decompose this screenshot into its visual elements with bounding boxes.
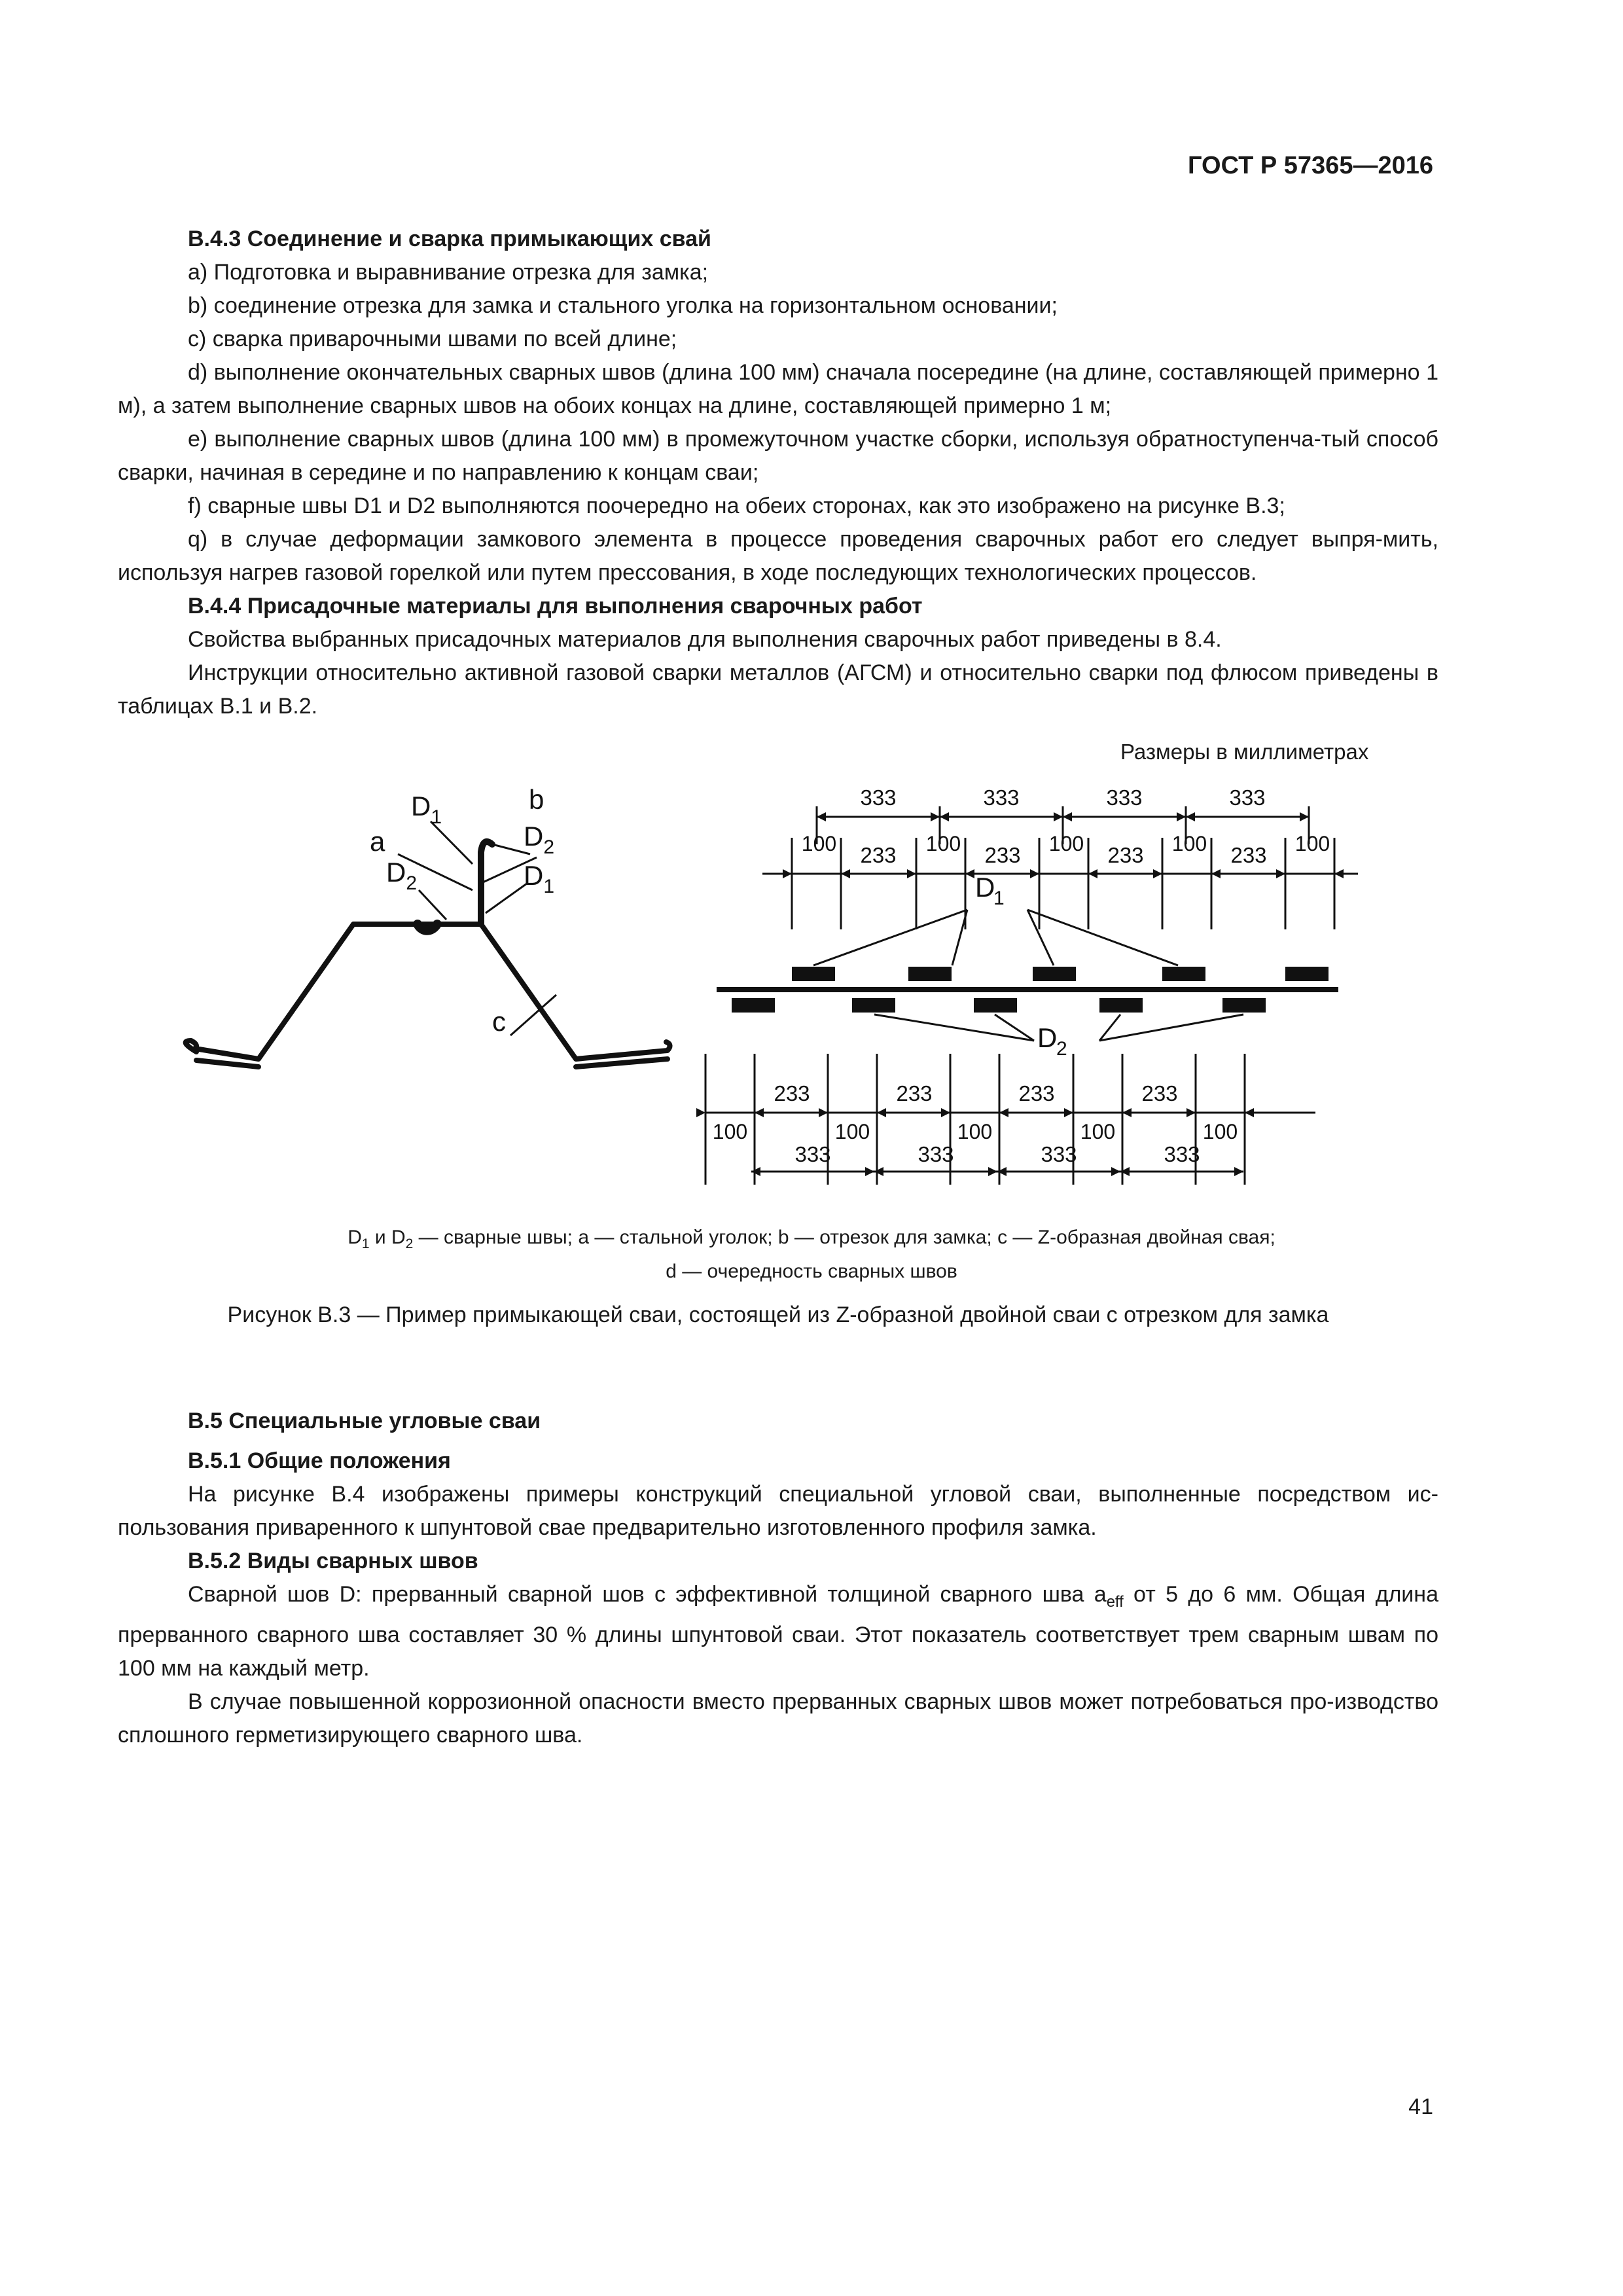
paragraph: Сварной шов D: прерванный сварной шов с эффективной толщиной сварного шва $a_{eff}$ от 5 до 6 мм. Общая длина прерванного сварного шва составляет 30 % длины шпунтовой сваи. Этот показатель соответствует трем сварным швам по 100 мм на каждый метр. <box>118 1582 1438 1681</box>
dim-arrow <box>1064 1108 1073 1117</box>
dim-arrow <box>1186 1108 1196 1117</box>
dim-arrow <box>755 1108 764 1117</box>
dim-arrow <box>1234 1167 1243 1176</box>
list-item: a) Подготовка и выравнивание отрезка для замка; <box>188 260 709 285</box>
legend-line-2: d — очередность сварных швов <box>666 1261 957 1282</box>
label-d2-right: $D_2$ <box>524 821 555 858</box>
dim-label-100-top: 100 <box>1048 832 1084 855</box>
text-block-b5 <box>118 1368 1438 1752</box>
label-d1-schematic: D <box>975 872 995 903</box>
weld-d2 <box>1222 998 1266 1013</box>
dim-label-100-top: 100 <box>1171 832 1207 855</box>
dim-label-100-top: 100 <box>925 832 961 855</box>
weld-d2 <box>1099 998 1143 1013</box>
dim-arrow <box>877 1108 886 1117</box>
label-d2-left: $D_2$ <box>386 857 418 894</box>
weld-d1 <box>1162 967 1205 981</box>
dim-arrow <box>988 1167 997 1176</box>
dim-label-100-bottom: 100 <box>834 1120 870 1143</box>
list-item: q) в случае деформации замкового элемента в процессе проведения сварочных работ его следует выпря-мить, используя нагрев газовой горелкой или путем прессования, в ходе последующих технологических процессов. <box>118 527 1438 585</box>
dim-label-233-top: 233 <box>984 843 1021 867</box>
dim-label-233-top: 233 <box>860 843 897 867</box>
list-item: e) выполнение сварных швов (длина 100 мм) в промежуточном участке сборки, используя обратноступенча-тый способ сварки, начиная в середине и по направлению к концам сваи; <box>118 427 1438 485</box>
dim-label-100-top: 100 <box>801 832 837 855</box>
dim-label-333-top: 333 <box>860 785 897 810</box>
section-title-b44: В.4.4 Присадочные материалы для выполнения сварочных работ <box>188 594 923 619</box>
dim-label-333-bottom: 333 <box>1041 1142 1077 1166</box>
paragraph: Свойства выбранных присадочных материалов для выполнения сварочных работ приведены в 8.4. <box>188 627 1222 652</box>
dim-arrow <box>1186 812 1195 821</box>
dim-label-100-bottom: 100 <box>957 1120 993 1143</box>
label-a: a <box>370 826 385 857</box>
paragraph: На рисунке В.4 изображены примеры конструкций специальной угловой сваи, выполненные посредством ис-пользования приваренного к шпунтовой свае предварительно изготовленного профиля замка. <box>118 1482 1438 1540</box>
dim-arrow <box>1030 869 1039 878</box>
dim-arrow <box>817 812 826 821</box>
units-note: Размеры в миллиметрах <box>1120 740 1369 764</box>
dim-label-333-top: 333 <box>1229 785 1266 810</box>
dim-arrow <box>940 812 949 821</box>
label-d2-sub: 2 <box>1056 1038 1067 1060</box>
dim-arrow <box>1088 869 1097 878</box>
dim-arrow <box>999 1108 1008 1117</box>
weld-d1 <box>792 967 835 981</box>
dim-label-233-top: 233 <box>1107 843 1144 867</box>
list-item: c) сварка приварочными швами по всей длине; <box>188 327 677 351</box>
weld-d1 <box>1285 967 1329 981</box>
dim-label-100-bottom: 100 <box>1080 1120 1116 1143</box>
weld-d2 <box>852 998 895 1013</box>
section-title-b5: В.5 Специальные угловые сваи <box>188 1408 541 1433</box>
figure-legend <box>216 1224 1407 1285</box>
weld-schematic <box>696 785 1358 1185</box>
section-title-b52: В.5.2 Виды сварных швов <box>188 1549 478 1573</box>
dim-arrow <box>1153 869 1162 878</box>
dim-arrow <box>865 1167 874 1176</box>
label-d2-schematic: D <box>1037 1022 1058 1053</box>
sequence-pointer-d1 <box>952 910 967 965</box>
dim-arrow <box>1177 812 1186 821</box>
dim-label-333-top: 333 <box>983 785 1020 810</box>
label-d1-upper: $D_1$ <box>411 791 442 828</box>
sequence-pointer-d1 <box>813 910 967 965</box>
dim-arrow <box>931 812 940 821</box>
dim-arrow <box>1211 869 1221 878</box>
profile-labels <box>370 784 554 1037</box>
dim-arrow <box>1334 869 1344 878</box>
dim-arrow <box>841 869 850 878</box>
dim-arrow <box>1122 1108 1132 1117</box>
sequence-pointer-d2 <box>1099 1014 1243 1041</box>
dim-label-233-bottom: 233 <box>774 1081 810 1105</box>
weld-d2 <box>732 998 775 1013</box>
legend-line-1: $D_1$ и $D_2$ — сварные швы; a — стальной уголок; b — отрезок для замка; c — Z-образная двойная свая; <box>348 1227 1275 1251</box>
weld-d2 <box>974 998 1017 1013</box>
dim-label-100-bottom: 100 <box>712 1120 748 1143</box>
dim-arrow <box>1063 812 1072 821</box>
dim-arrow <box>941 1108 950 1117</box>
paragraph: Инструкции относительно активной газовой сварки металлов (АГСМ) и относительно сварки под флюсом приведены в таблицах В.1 и В.2. <box>118 660 1438 719</box>
dim-arrow <box>783 869 792 878</box>
list-item: b) соединение отрезка для замка и стального уголка на горизонтальном основании; <box>188 293 1058 318</box>
dim-label-233-bottom: 233 <box>896 1081 933 1105</box>
dim-arrow <box>1054 812 1063 821</box>
dim-arrow <box>907 869 916 878</box>
dim-label-333-bottom: 333 <box>794 1142 831 1166</box>
label-b: b <box>529 784 544 815</box>
weld-d1 <box>908 967 952 981</box>
dim-label-100-bottom: 100 <box>1202 1120 1238 1143</box>
dim-arrow <box>874 1167 883 1176</box>
document-header: ГОСТ Р 57365—2016 <box>1188 152 1433 179</box>
page-number: 41 <box>1408 2094 1433 2119</box>
list-item: f) сварные швы D1 и D2 выполняются поочередно на обеих сторонах, как это изображено на рисунке В.3; <box>188 493 1285 518</box>
dim-arrow <box>965 869 974 878</box>
figure-caption: Рисунок В.3 — Пример примыкающей сваи, состоящей из Z-образной двойной сваи с отрезком для замка <box>227 1302 1329 1327</box>
section-title-b43: В.4.3 Соединение и сварка примыкающих свай <box>188 226 711 251</box>
dim-arrow <box>1245 1108 1254 1117</box>
dim-label-233-bottom: 233 <box>1141 1081 1178 1105</box>
section-title-b51: В.5.1 Общие положения <box>188 1448 451 1473</box>
dim-arrow <box>819 1108 828 1117</box>
dim-arrow <box>1111 1167 1120 1176</box>
dim-label-333-top: 333 <box>1106 785 1143 810</box>
pile-profile-drawing <box>186 842 670 1067</box>
paragraph: В случае повышенной коррозионной опасности вместо прерванных сварных швов может потребоваться про-изводство сплошного герметизирующего сварного шва. <box>118 1689 1438 1748</box>
list-item: d) выполнение окончательных сварных швов (длина 100 мм) сначала посередине (на длине, составляющей примерно 1 м), а затем выполнение сварных швов на обоих концах на длине, составляющей примерно 1 м; <box>118 360 1438 418</box>
dim-arrow <box>751 1167 760 1176</box>
label-c: c <box>492 1006 506 1037</box>
dim-arrow <box>696 1108 705 1117</box>
dim-label-333-bottom: 333 <box>1164 1142 1200 1166</box>
dim-label-233-bottom: 233 <box>1018 1081 1055 1105</box>
dim-arrow <box>1276 869 1285 878</box>
dim-label-333-bottom: 333 <box>918 1142 954 1166</box>
label-d1-sub: 1 <box>993 888 1005 909</box>
weld-d1 <box>1033 967 1076 981</box>
sequence-pointer-d2 <box>874 1014 1034 1041</box>
dim-arrow <box>1300 812 1309 821</box>
label-d1-right: $D_1$ <box>524 860 555 897</box>
dim-label-233-top: 233 <box>1230 843 1267 867</box>
dim-label-100-top: 100 <box>1294 832 1330 855</box>
